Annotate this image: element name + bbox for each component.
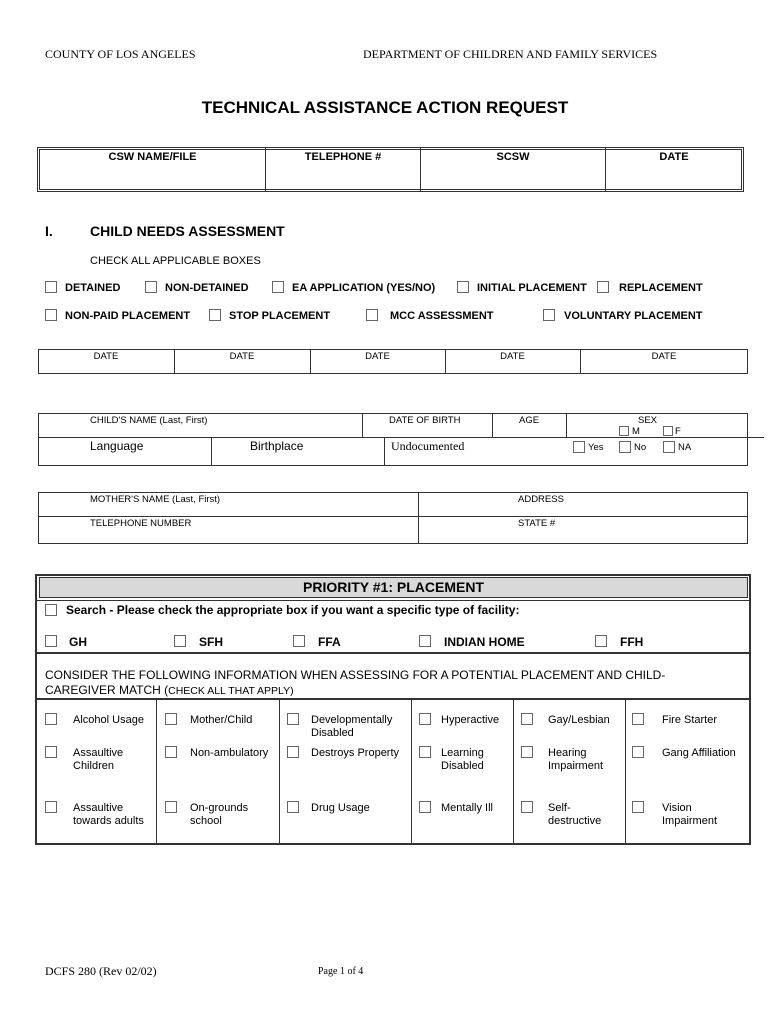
non-paid-placement-label: NON-PAID PLACEMENT [65,310,191,322]
indian-home-label: INDIAN HOME [444,635,525,649]
hearing-impairment-label: Hearing Impairment [548,747,604,772]
address-label: ADDRESS [518,494,564,505]
female-label: F [675,426,681,437]
ea-application-label: EA APPLICATION (YES/NO) [292,282,436,294]
assaultive-adults-label: Assaultive towards adults [73,802,144,827]
initial-placement-label: INITIAL PLACEMENT [477,282,587,294]
fire-starter-checkbox[interactable] [632,713,644,725]
alcohol-usage-label: Alcohol Usage [73,714,144,726]
initial-placement-checkbox[interactable] [457,281,469,293]
non-ambulatory-label: Non-ambulatory [190,747,269,759]
county-name: COUNTY OF LOS ANGELES [45,47,196,61]
section-title: CHILD NEEDS ASSESSMENT [90,223,285,239]
date-cell-2: DATE [229,351,255,362]
form-number: DCFS 280 (Rev 02/02) [45,964,157,978]
gay-lesbian-label: Gay/Lesbian [548,714,610,726]
date-cell-4: DATE [500,351,525,362]
non-detained-checkbox[interactable] [145,281,157,293]
no-label: No [634,442,647,453]
non-detained-label: NON-DETAINED [165,282,249,294]
stop-placement-label: STOP PLACEMENT [229,310,331,322]
destroys-property-checkbox[interactable] [287,746,299,758]
assaultive-children-checkbox[interactable] [45,746,57,758]
mentally-ill-checkbox[interactable] [419,801,431,813]
ffa-checkbox[interactable] [293,635,305,647]
mother-child-checkbox[interactable] [165,713,177,725]
indian-home-checkbox[interactable] [419,635,431,647]
mcc-assessment-checkbox[interactable] [366,309,378,321]
assaultive-adults-checkbox[interactable] [45,801,57,813]
male-label: M [632,426,640,437]
male-checkbox[interactable] [619,426,629,436]
child-name-label: CHILD'S NAME (Last, First) [90,415,208,426]
non-paid-placement-checkbox[interactable] [45,309,57,321]
replacement-checkbox[interactable] [597,281,609,293]
na-label: NA [678,442,692,453]
mcc-assessment-label: MCC ASSESSMENT [390,310,494,322]
developmentally-disabled-label: Developmentally Disabled [311,714,393,739]
dob-label: DATE OF BIRTH [389,415,461,426]
self-destructive-checkbox[interactable] [521,801,533,813]
scsw-header: SCSW [496,151,530,163]
date-cell-3: DATE [365,351,390,362]
age-label: AGE [519,415,540,426]
consider-text-2: CAREGIVER MATCH ( [45,683,169,697]
developmentally-disabled-checkbox[interactable] [287,713,299,725]
assaultive-children-label: Assaultive Children [73,747,124,772]
replacement-label: REPLACEMENT [619,282,703,294]
ea-application-checkbox[interactable] [272,281,284,293]
mother-child-label: Mother/Child [190,714,253,726]
drug-usage-label: Drug Usage [311,802,370,814]
birthplace-label: Birthplace [250,439,304,453]
gh-label: GH [69,635,87,649]
department-name: DEPARTMENT OF CHILDREN AND FAMILY SERVICES [363,47,658,61]
fire-starter-label: Fire Starter [662,714,718,726]
vision-impairment-label: Vision Impairment [662,802,718,827]
search-instruction: Search - Please check the appropriate box if you want a specific type of facility: [66,603,520,617]
self-destructive-label: Self- destructive [548,802,602,827]
female-checkbox[interactable] [663,426,673,436]
undocumented-na-checkbox[interactable] [663,441,675,453]
ffh-label: FFH [620,635,644,649]
csw-name-header: CSW NAME/FILE [108,151,197,163]
stop-placement-checkbox[interactable] [209,309,221,321]
hyperactive-label: Hyperactive [441,714,500,726]
telephone-number-label: TELEPHONE NUMBER [90,518,192,529]
gay-lesbian-checkbox[interactable] [521,713,533,725]
gh-checkbox[interactable] [45,635,57,647]
alcohol-usage-checkbox[interactable] [45,713,57,725]
ffh-checkbox[interactable] [595,635,607,647]
mother-name-label: MOTHER'S NAME (Last, First) [90,494,221,505]
learning-disabled-label: Learning Disabled [441,747,484,772]
gang-affiliation-label: Gang Affiliation [662,747,736,759]
language-label: Language [90,439,144,453]
destroys-property-label: Destroys Property [311,747,400,759]
on-grounds-school-label: On-grounds school [190,802,249,827]
learning-disabled-checkbox[interactable] [419,746,431,758]
date-cell-1: DATE [93,351,119,362]
sfh-label: SFH [199,635,223,649]
yes-label: Yes [588,442,604,453]
ffa-label: FFA [318,635,341,649]
drug-usage-checkbox[interactable] [287,801,299,813]
detained-checkbox[interactable] [45,281,57,293]
hyperactive-checkbox[interactable] [419,713,431,725]
hearing-impairment-checkbox[interactable] [521,746,533,758]
voluntary-placement-checkbox[interactable] [543,309,555,321]
sex-label: SEX [638,415,658,426]
non-ambulatory-checkbox[interactable] [165,746,177,758]
date-cell-5: DATE [651,351,677,362]
voluntary-placement-label: VOLUNTARY PLACEMENT [564,310,703,322]
search-checkbox[interactable] [45,604,57,616]
mentally-ill-label: Mentally Ill [441,802,493,814]
check-all-text: CHECK ALL THAT APPLY) [168,685,294,697]
section-number: I. [45,223,53,239]
state-number-label: STATE # [518,518,556,529]
date-header: DATE [659,151,689,163]
undocumented-no-checkbox[interactable] [619,441,631,453]
on-grounds-school-checkbox[interactable] [165,801,177,813]
telephone-header: TELEPHONE # [304,151,382,163]
page-number: Page 1 of 4 [318,966,364,977]
sfh-checkbox[interactable] [174,635,186,647]
vision-impairment-checkbox[interactable] [632,801,644,813]
undocumented-yes-checkbox[interactable] [573,441,585,453]
form-title: TECHNICAL ASSISTANCE ACTION REQUEST [201,98,569,117]
priority-title: PRIORITY #1: PLACEMENT [303,579,484,595]
detained-label: DETAINED [65,282,121,294]
check-instruction: CHECK ALL APPLICABLE BOXES [90,255,261,267]
gang-affiliation-checkbox[interactable] [632,746,644,758]
undocumented-label: Undocumented [391,439,465,453]
consider-text: CONSIDER THE FOLLOWING INFORMATION WHEN ASSESSING FOR A POTENTIAL PLACEMENT AND CHILD- [45,668,666,682]
